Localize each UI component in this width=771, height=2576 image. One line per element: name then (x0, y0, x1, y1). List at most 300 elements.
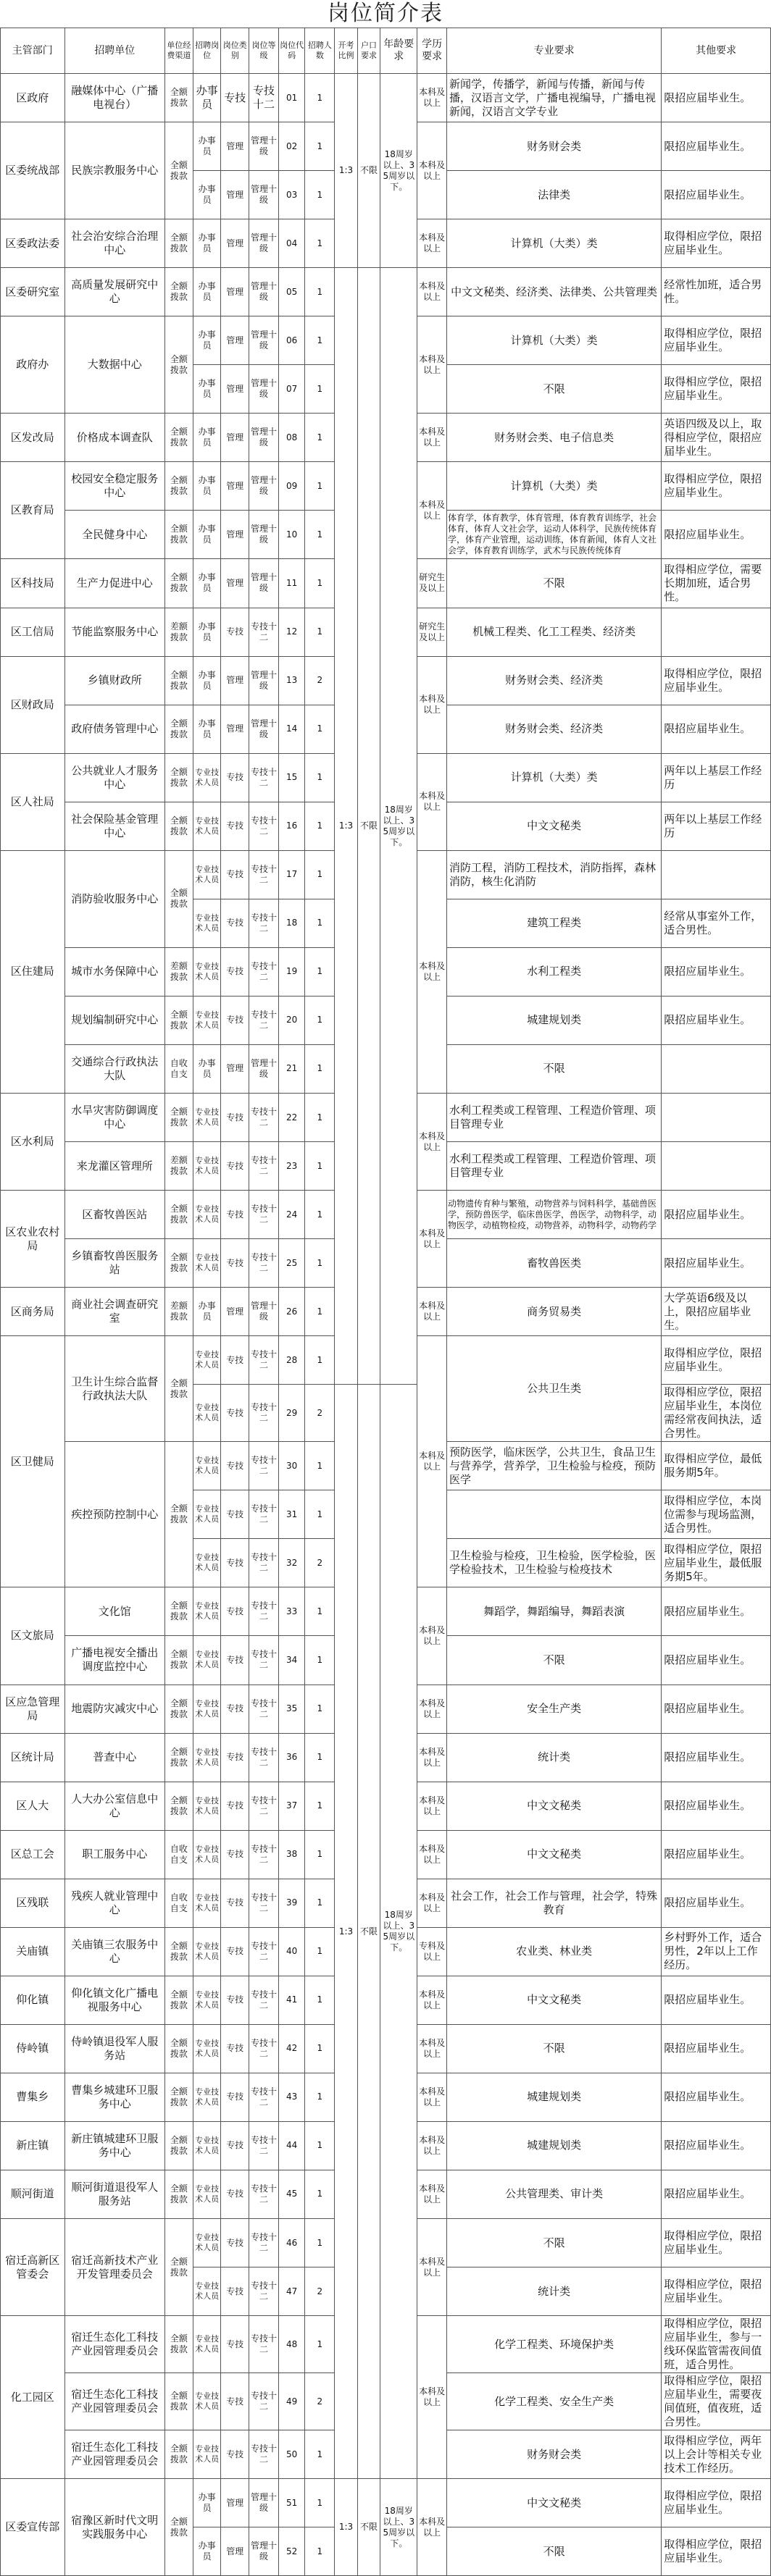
cell: 09 (278, 462, 305, 511)
job-table (0, 28, 771, 2576)
cell: 1 (305, 316, 335, 365)
cell: 全额拨款 (165, 1733, 193, 1782)
cell: 办事员 (193, 414, 221, 462)
cell: 本科及以上 (417, 2219, 447, 2316)
cell: 专业技术人员 (193, 2316, 221, 2373)
header-employer: 招聘单位 (64, 28, 164, 74)
cell: 2 (305, 656, 335, 705)
cell: 全额拨款 (165, 705, 193, 753)
cell: 管理 (221, 2527, 249, 2576)
cell: 1 (305, 996, 335, 1044)
cell: 大数据中心 (64, 316, 164, 414)
cell: 宿豫区新时代文明实践服务中心 (64, 2479, 164, 2576)
cell: 管理 (221, 511, 249, 559)
group-ratio: 1:3 (335, 268, 358, 1385)
group-age: 18周岁以上、35周岁以下。 (380, 268, 417, 1385)
cell: 管理 (221, 1288, 249, 1336)
cell: 专业技术人员 (193, 1879, 221, 1927)
cell: 办事员 (193, 2479, 221, 2527)
cell: 全额拨款 (165, 2121, 193, 2170)
cell: 公共就业人才服务中心 (64, 753, 164, 802)
cell: 专技 (221, 899, 249, 947)
cell: 办事员 (193, 705, 221, 753)
cell: 专技十二 (249, 996, 279, 1044)
cell: 19 (278, 947, 305, 996)
cell: 全额拨款 (165, 802, 193, 850)
cell: 区财政局 (1, 656, 65, 753)
cell: 专技十二 (249, 1442, 279, 1490)
cell: 专技十二 (249, 608, 279, 656)
cell: 专技十二 (249, 1539, 279, 1587)
cell: 管理 (221, 462, 249, 511)
cell: 专科及以上 (417, 1927, 447, 1976)
cell: 本科及以上 (417, 2024, 447, 2073)
cell: 2 (305, 1539, 335, 1587)
cell: 全额拨款 (165, 2430, 193, 2479)
cell: 中文文秘类 (446, 2479, 661, 2527)
cell: 区教育局 (1, 462, 65, 559)
cell: 财务财会类、经济类 (446, 656, 661, 705)
cell: 新闻学，传播学，新闻与传播，新闻与传播，汉语言文学，广播电视编导，广播电视新闻，汉语言文学专业 (446, 74, 661, 122)
cell (662, 1093, 771, 1141)
cell: 曹集乡 (1, 2073, 65, 2121)
cell: 限招应届毕业生。 (662, 511, 771, 559)
cell: 本科及以上 (417, 1587, 447, 1685)
cell: 专技十二 (249, 2430, 279, 2479)
cell: 15 (278, 753, 305, 802)
cell: 限招应届毕业生。 (662, 1191, 771, 1239)
cell: 财务财会类 (446, 122, 661, 171)
cell: 1 (305, 2316, 335, 2373)
cell: 1 (305, 1830, 335, 1879)
cell: 仰化镇文化广播电视服务中心 (64, 1976, 164, 2024)
cell: 07 (278, 365, 305, 414)
cell: 区委研究室 (1, 268, 65, 316)
cell: 本科及以上 (417, 656, 447, 753)
cell: 1 (305, 559, 335, 608)
cell: 管理十级 (249, 268, 279, 316)
cell: 水利工程类或工程管理、工程造价管理、项目管理专业 (446, 1093, 661, 1141)
cell: 专技十二 (249, 1239, 279, 1288)
cell: 38 (278, 1830, 305, 1879)
cell: 专业技术人员 (193, 1191, 221, 1239)
group-hukou: 不限 (357, 1385, 380, 2479)
cell: 管理十级 (249, 2479, 279, 2527)
header-education: 学历要求 (417, 28, 447, 74)
cell: 计算机（大类）类 (446, 462, 661, 511)
cell: 地震防灾减灾中心 (64, 1685, 164, 1733)
cell: 自收自支 (165, 1879, 193, 1927)
cell: 办事员 (193, 171, 221, 219)
cell: 办事员 (193, 462, 221, 511)
cell: 11 (278, 559, 305, 608)
cell: 全额拨款 (165, 1587, 193, 1636)
cell: 全额拨款 (165, 559, 193, 608)
cell: 26 (278, 1288, 305, 1336)
cell: 全额拨款 (165, 2373, 193, 2430)
cell: 区商务局 (1, 1288, 65, 1336)
cell: 取得相应学位，限招应届毕业生，需要夜间值班，值夜班，适合男性。 (662, 2373, 771, 2430)
cell: 水利工程类或工程管理、工程造价管理、项目管理专业 (446, 1142, 661, 1191)
cell: 1 (305, 462, 335, 511)
cell: 41 (278, 1976, 305, 2024)
cell: 本科及以上 (417, 414, 447, 462)
cell (446, 1490, 661, 1539)
cell: 民族宗教服务中心 (64, 122, 164, 219)
cell: 舞蹈学，舞蹈编导，舞蹈表演 (446, 1587, 661, 1636)
cell: 1 (305, 1191, 335, 1239)
cell: 社会治安综合治理中心 (64, 219, 164, 268)
cell: 专技十二 (249, 1830, 279, 1879)
cell: 1 (305, 414, 335, 462)
cell: 不限 (446, 2219, 661, 2267)
cell: 本科及以上 (417, 1782, 447, 1830)
cell: 宿迁生态化工科技产业园管理委员会 (64, 2373, 164, 2430)
cell: 公共卫生类 (446, 1336, 661, 1442)
cell: 差额拨款 (165, 1288, 193, 1336)
cell: 专技 (221, 2024, 249, 2073)
cell: 35 (278, 1685, 305, 1733)
cell: 顺河街道 (1, 2170, 65, 2218)
cell: 办事员 (193, 74, 221, 122)
cell: 1 (305, 2024, 335, 2073)
cell: 预防医学，临床医学，公共卫生，食品卫生与营养学，营养学，卫生检验与检疫，预防医学 (446, 1442, 661, 1490)
cell: 乡镇畜牧兽医服务站 (64, 1239, 164, 1288)
cell: 区应急管理局 (1, 1685, 65, 1733)
cell: 区发改局 (1, 414, 65, 462)
cell: 47 (278, 2267, 305, 2316)
cell: 本科及以上 (417, 1685, 447, 1733)
header-department: 主管部门 (1, 28, 65, 74)
cell: 1 (305, 802, 335, 850)
cell: 中文文秘类 (446, 802, 661, 850)
group-hukou: 不限 (357, 2479, 380, 2576)
cell: 专技 (221, 1191, 249, 1239)
cell: 专技十二 (249, 947, 279, 996)
cell: 专业技术人员 (193, 802, 221, 850)
cell: 办事员 (193, 2527, 221, 2576)
cell: 区工信局 (1, 608, 65, 656)
cell: 1 (305, 2073, 335, 2121)
cell: 体育学，体育教学，体育管理，体育教育训练学，社会体育，体育人文社会学，运动人体科学，民族传统体育学，体育产业管理，运动训练，体育新闻，体育人文社会学，体育教育训练学，武术与民族传统体育 (446, 511, 661, 559)
cell: 限招应届毕业生。 (662, 1976, 771, 2024)
cell: 中文文秘类、经济类、法律类、公共管理类 (446, 268, 661, 316)
cell: 全额拨款 (165, 1782, 193, 1830)
cell: 31 (278, 1490, 305, 1539)
cell: 2 (305, 2373, 335, 2430)
cell: 不限 (446, 1636, 661, 1685)
cell: 专业技术人员 (193, 1927, 221, 1976)
cell: 区人大 (1, 1782, 65, 1830)
cell: 专技十二 (249, 2170, 279, 2218)
cell: 化学工程类、环境保护类 (446, 2316, 661, 2373)
cell: 专业技术人员 (193, 1830, 221, 1879)
cell: 专技 (221, 1142, 249, 1191)
cell: 限招应届毕业生。 (662, 996, 771, 1044)
cell: 1 (305, 1636, 335, 1685)
group-hukou: 不限 (357, 268, 380, 1385)
cell: 差额拨款 (165, 1142, 193, 1191)
cell: 2 (305, 1385, 335, 1442)
cell: 办事员 (193, 1288, 221, 1336)
cell: 42 (278, 2024, 305, 2073)
cell: 仰化镇 (1, 1976, 65, 2024)
cell: 专技十二 (249, 2316, 279, 2373)
cell: 1 (305, 511, 335, 559)
cell: 专业技术人员 (193, 2073, 221, 2121)
cell: 不限 (446, 2527, 661, 2576)
cell: 全额拨款 (165, 316, 193, 414)
cell: 办事员 (193, 219, 221, 268)
cell: 全额拨款 (165, 1239, 193, 1288)
cell: 专技十二 (249, 2373, 279, 2430)
header-age: 年龄要求 (380, 28, 417, 74)
group-age: 18周岁以上、35周岁以下。 (380, 1385, 417, 2479)
cell: 办事员 (193, 1044, 221, 1093)
cell: 40 (278, 1927, 305, 1976)
cell: 区总工会 (1, 1830, 65, 1879)
cell: 管理十级 (249, 171, 279, 219)
cell: 取得相应学位，限招应届毕业生。 (662, 656, 771, 705)
cell: 区统计局 (1, 1733, 65, 1782)
cell: 本科及以上 (417, 753, 447, 850)
cell: 专技十二 (249, 802, 279, 850)
cell: 1 (305, 753, 335, 802)
cell: 46 (278, 2219, 305, 2267)
cell: 2 (305, 2267, 335, 2316)
cell: 侍岭镇退役军人服务站 (64, 2024, 164, 2073)
cell: 本科及以上 (417, 1336, 447, 1587)
cell: 本科及以上 (417, 1830, 447, 1879)
cell: 专业技术人员 (193, 1976, 221, 2024)
cell: 区水利局 (1, 1093, 65, 1190)
cell: 管理十级 (249, 462, 279, 511)
cell: 取得相应学位，本岗位需参与现场监测，适合男性。 (662, 1490, 771, 1539)
cell: 本科及以上 (417, 268, 447, 316)
cell: 区委宣传部 (1, 2479, 65, 2576)
cell: 全额拨款 (165, 219, 193, 268)
cell: 新庄镇 (1, 2121, 65, 2170)
cell: 办事员 (193, 511, 221, 559)
cell: 全额拨款 (165, 2479, 193, 2576)
cell: 取得相应学位，限招应届毕业生。 (662, 365, 771, 414)
cell: 本科及以上 (417, 122, 447, 219)
cell: 政府办 (1, 316, 65, 414)
cell: 专技十二 (249, 1336, 279, 1385)
header-ratio: 开考比例 (335, 28, 358, 74)
cell: 自收自支 (165, 1830, 193, 1879)
cell: 50 (278, 2430, 305, 2479)
cell: 专技 (221, 1733, 249, 1782)
cell: 本科及以上 (417, 850, 447, 1093)
cell: 专技 (221, 947, 249, 996)
header-level: 岗位等级 (249, 28, 279, 74)
cell: 差额拨款 (165, 947, 193, 996)
cell: 计算机（大类）类 (446, 219, 661, 268)
cell: 专技 (221, 608, 249, 656)
cell: 取得相应学位，需要长期加班，适合男性。 (662, 559, 771, 608)
cell: 水利工程类 (446, 947, 661, 996)
cell: 22 (278, 1093, 305, 1141)
cell: 专技十二 (249, 1191, 279, 1239)
cell: 全额拨款 (165, 2170, 193, 2218)
cell: 专业技术人员 (193, 2267, 221, 2316)
cell: 畜牧兽医类 (446, 1239, 661, 1288)
cell: 管理十级 (249, 414, 279, 462)
cell: 限招应届毕业生。 (662, 171, 771, 219)
cell (662, 608, 771, 656)
cell: 新庄镇城建环卫服务中心 (64, 2121, 164, 2170)
cell: 全额拨款 (165, 1442, 193, 1587)
cell: 05 (278, 268, 305, 316)
cell: 侍岭镇 (1, 2024, 65, 2073)
cell: 取得相应学位，限招应届毕业生。 (662, 462, 771, 511)
cell: 管理 (221, 219, 249, 268)
cell: 大学英语6级及以上，限招应届毕业生。 (662, 1288, 771, 1336)
cell: 乡镇财政所 (64, 656, 164, 705)
cell: 专业技术人员 (193, 1636, 221, 1685)
cell: 限招应届毕业生。 (662, 2170, 771, 2218)
cell: 本科及以上 (417, 2121, 447, 2170)
cell: 全额拨款 (165, 996, 193, 1044)
cell: 财务财会类 (446, 2430, 661, 2479)
cell: 23 (278, 1142, 305, 1191)
cell: 全民健身中心 (64, 511, 164, 559)
cell: 全额拨款 (165, 414, 193, 462)
cell: 全额拨款 (165, 268, 193, 316)
cell: 1 (305, 1782, 335, 1830)
cell: 办事员 (193, 656, 221, 705)
cell: 水旱灾害防御调度中心 (64, 1093, 164, 1141)
cell: 来龙灌区管理所 (64, 1142, 164, 1191)
cell: 融媒体中心（广播电视台） (64, 74, 164, 122)
cell: 1 (305, 1685, 335, 1733)
cell: 研究生及以上 (417, 559, 447, 608)
cell: 全额拨款 (165, 2316, 193, 2373)
cell: 全额拨款 (165, 1336, 193, 1442)
cell: 专技 (221, 1879, 249, 1927)
cell: 商业社会调查研究室 (64, 1288, 164, 1336)
cell: 财务财会类、电子信息类 (446, 414, 661, 462)
cell: 专技十二 (249, 1927, 279, 1976)
cell: 1 (305, 2170, 335, 2218)
cell: 1 (305, 1490, 335, 1539)
cell: 限招应届毕业生。 (662, 1830, 771, 1879)
cell: 16 (278, 802, 305, 850)
cell: 30 (278, 1442, 305, 1490)
cell: 39 (278, 1879, 305, 1927)
cell: 1 (305, 2430, 335, 2479)
cell: 本科及以上 (417, 2073, 447, 2121)
cell: 52 (278, 2527, 305, 2576)
cell: 规划编制研究中心 (64, 996, 164, 1044)
cell: 1 (305, 2219, 335, 2267)
header-position: 招聘岗位 (193, 28, 221, 74)
cell: 36 (278, 1733, 305, 1782)
cell: 专技十二 (249, 753, 279, 802)
cell: 管理十级 (249, 122, 279, 171)
cell: 45 (278, 2170, 305, 2218)
cell: 区畜牧兽医站 (64, 1191, 164, 1239)
cell: 化工园区 (1, 2316, 65, 2479)
cell: 专技 (221, 1490, 249, 1539)
cell: 专业技术人员 (193, 753, 221, 802)
cell: 专技十二 (249, 1490, 279, 1539)
cell: 专技 (221, 2073, 249, 2121)
header-other: 其他要求 (662, 28, 771, 74)
cell: 管理十级 (249, 365, 279, 414)
cell: 取得相应学位，限招应届毕业生。 (662, 2479, 771, 2527)
cell: 区残联 (1, 1879, 65, 1927)
table-row (1, 268, 771, 316)
cell: 专技十二 (249, 1685, 279, 1733)
group-ratio: 1:3 (335, 74, 358, 268)
cell: 01 (278, 74, 305, 122)
cell: 疾控预防控制中心 (64, 1442, 164, 1587)
cell: 顺河街道退役军人服务站 (64, 2170, 164, 2218)
cell: 03 (278, 171, 305, 219)
cell: 统计类 (446, 2267, 661, 2316)
cell: 管理十级 (249, 219, 279, 268)
cell: 1 (305, 1093, 335, 1141)
cell: 不限 (446, 1044, 661, 1093)
cell: 城建规划类 (446, 2073, 661, 2121)
cell: 自收自支 (165, 1044, 193, 1093)
header-count: 招聘人数 (305, 28, 335, 74)
cell: 专技 (221, 1239, 249, 1288)
cell: 专业技术人员 (193, 2024, 221, 2073)
cell: 本科及以上 (417, 1976, 447, 2024)
cell (662, 850, 771, 899)
cell: 专技十二 (249, 1976, 279, 2024)
cell: 专业技术人员 (193, 1142, 221, 1191)
cell: 专技 (221, 74, 249, 122)
cell: 专技 (221, 1587, 249, 1636)
cell: 专技十二 (249, 1587, 279, 1636)
cell: 办事员 (193, 316, 221, 365)
cell: 51 (278, 2479, 305, 2527)
cell: 10 (278, 511, 305, 559)
header-category: 岗位类别 (221, 28, 249, 74)
cell: 专技 (221, 1830, 249, 1879)
cell: 1 (305, 947, 335, 996)
cell: 专技十二 (249, 2073, 279, 2121)
cell: 专业技术人员 (193, 1093, 221, 1141)
cell: 1 (305, 171, 335, 219)
cell: 管理十级 (249, 316, 279, 365)
cell: 1 (305, 2479, 335, 2527)
cell: 全额拨款 (165, 1636, 193, 1685)
cell: 中文文秘类 (446, 1782, 661, 1830)
cell: 1 (305, 1879, 335, 1927)
cell: 全额拨款 (165, 656, 193, 705)
cell: 不限 (446, 365, 661, 414)
cell: 专业技术人员 (193, 1385, 221, 1442)
cell: 1 (305, 1587, 335, 1636)
cell: 职工服务中心 (64, 1830, 164, 1879)
cell: 专技 (221, 1976, 249, 2024)
cell: 区委政法委 (1, 219, 65, 268)
cell: 专技 (221, 2430, 249, 2479)
cell: 取得相应学位，两年以上会计等相关专业技术工作经历。 (662, 2430, 771, 2479)
cell: 卫生计生综合监督行政执法大队 (64, 1336, 164, 1442)
header-hukou: 户口要求 (357, 28, 380, 74)
cell: 计算机（大类）类 (446, 316, 661, 365)
cell: 差额拨款 (165, 608, 193, 656)
cell: 本科及以上 (417, 462, 447, 559)
cell: 34 (278, 1636, 305, 1685)
cell: 1 (305, 899, 335, 947)
